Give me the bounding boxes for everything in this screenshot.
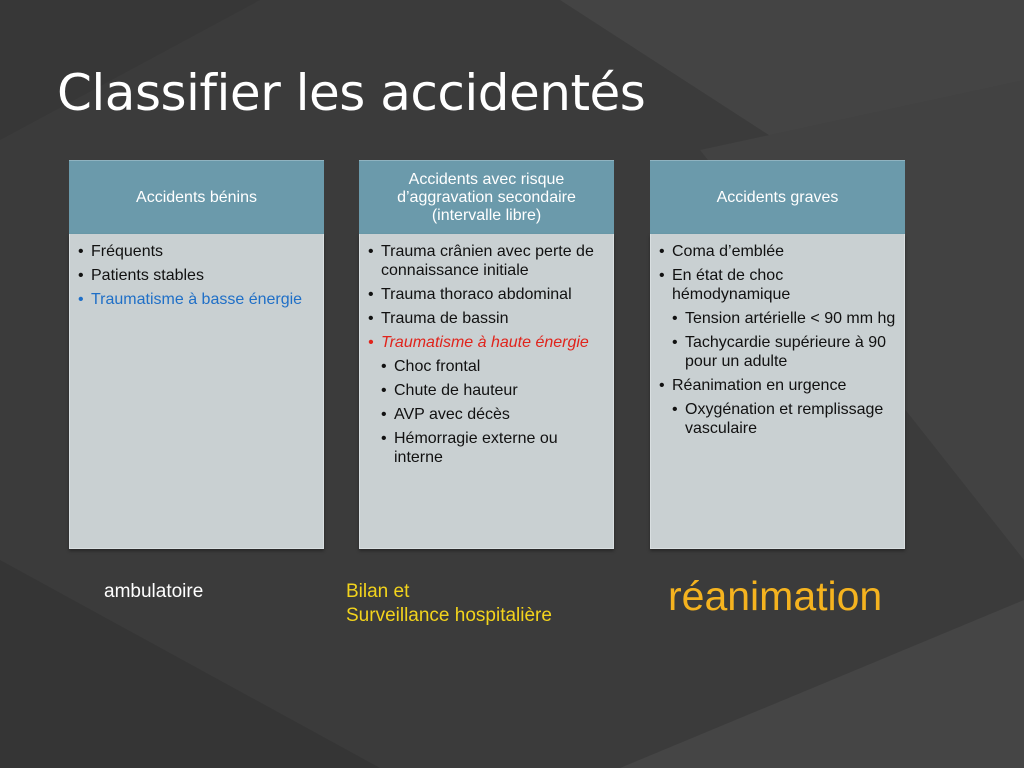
bullet-text: Trauma crânien avec perte de connaissance initiale (381, 243, 594, 279)
bullet-item (659, 266, 896, 304)
bullet-dot-icon: • (368, 286, 374, 303)
bullet-dot-icon: • (78, 267, 84, 284)
bullet-dot-icon: • (78, 243, 84, 260)
bullet-dot-icon: • (672, 334, 678, 351)
bullet-text: Trauma thoraco abdominal (381, 286, 572, 303)
outcome-hospital (346, 580, 552, 628)
bullet-dot-icon: • (381, 382, 387, 399)
bullet-text: Tachycardie supérieure à 90 pour un adulte (685, 334, 887, 370)
sub-bullet-item (381, 381, 605, 400)
bullet-text: Hémorragie externe ou interne (394, 430, 558, 466)
bullet-text: Traumatisme à basse énergie (91, 291, 303, 308)
bullet-text: Choc frontal (394, 358, 481, 375)
bullet-text: Tension artérielle < 90 mm hg (685, 310, 896, 327)
bullet-dot-icon: • (659, 243, 665, 260)
bullet-text: Fréquents (91, 243, 164, 260)
bullet-text: AVP avec décès (394, 406, 510, 423)
slide-title: Classifier les accidentés (57, 64, 646, 122)
bullet-item (368, 333, 605, 352)
bullet-dot-icon: • (368, 310, 374, 327)
bullet-item (368, 242, 605, 280)
sub-bullet-item (381, 405, 605, 424)
column-body (359, 234, 614, 549)
column-body (69, 234, 324, 549)
bullet-text: Coma d’emblée (672, 243, 785, 260)
sub-bullet-item (381, 429, 605, 467)
bullet-list (368, 242, 605, 467)
bullet-dot-icon: • (672, 310, 678, 327)
column-severe (650, 160, 905, 549)
bullet-item (78, 242, 315, 261)
bullet-dot-icon: • (672, 401, 678, 418)
bullet-item (368, 309, 605, 328)
bullet-item (78, 290, 315, 309)
bullet-text: Traumatisme à haute énergie (381, 334, 589, 351)
bullet-list (78, 242, 315, 309)
outcome-hospital-line2: Surveillance hospitalière (346, 605, 552, 626)
column-header: Accidents avec risque d’aggravation secondaire (intervalle libre) (359, 160, 614, 234)
bullet-dot-icon: • (368, 243, 374, 260)
sub-bullet-item (381, 357, 605, 376)
bullet-dot-icon: • (381, 358, 387, 375)
bullet-text: En état de choc hémodynamique (672, 267, 791, 303)
outcome-intensive-care: réanimation (668, 573, 883, 619)
column-body (650, 234, 905, 549)
bullet-list (659, 242, 896, 438)
bullet-dot-icon: • (659, 377, 665, 394)
outcome-hospital-line1: Bilan et (346, 581, 410, 602)
column-benign (69, 160, 324, 549)
column-header: Accidents graves (650, 160, 905, 234)
bullet-dot-icon: • (381, 430, 387, 447)
bullet-text: Patients stables (91, 267, 204, 284)
column-secondary-risk (359, 160, 614, 549)
bullet-item (659, 242, 896, 261)
sub-bullet-item (672, 400, 896, 438)
column-header: Accidents bénins (69, 160, 324, 234)
sub-bullet-item (672, 333, 896, 371)
outcome-ambulatory: ambulatoire (104, 581, 204, 602)
bullet-text: Oxygénation et remplissage vasculaire (685, 401, 884, 437)
bullet-item (368, 285, 605, 304)
bullet-text: Trauma de bassin (381, 310, 509, 327)
bullet-dot-icon: • (368, 334, 374, 351)
bullet-dot-icon: • (659, 267, 665, 284)
bullet-item (78, 266, 315, 285)
bullet-dot-icon: • (381, 406, 387, 423)
bullet-text: Chute de hauteur (394, 382, 518, 399)
bullet-dot-icon: • (78, 291, 84, 308)
sub-bullet-item (672, 309, 896, 328)
bullet-item (659, 376, 896, 395)
bullet-text: Réanimation en urgence (672, 377, 847, 394)
